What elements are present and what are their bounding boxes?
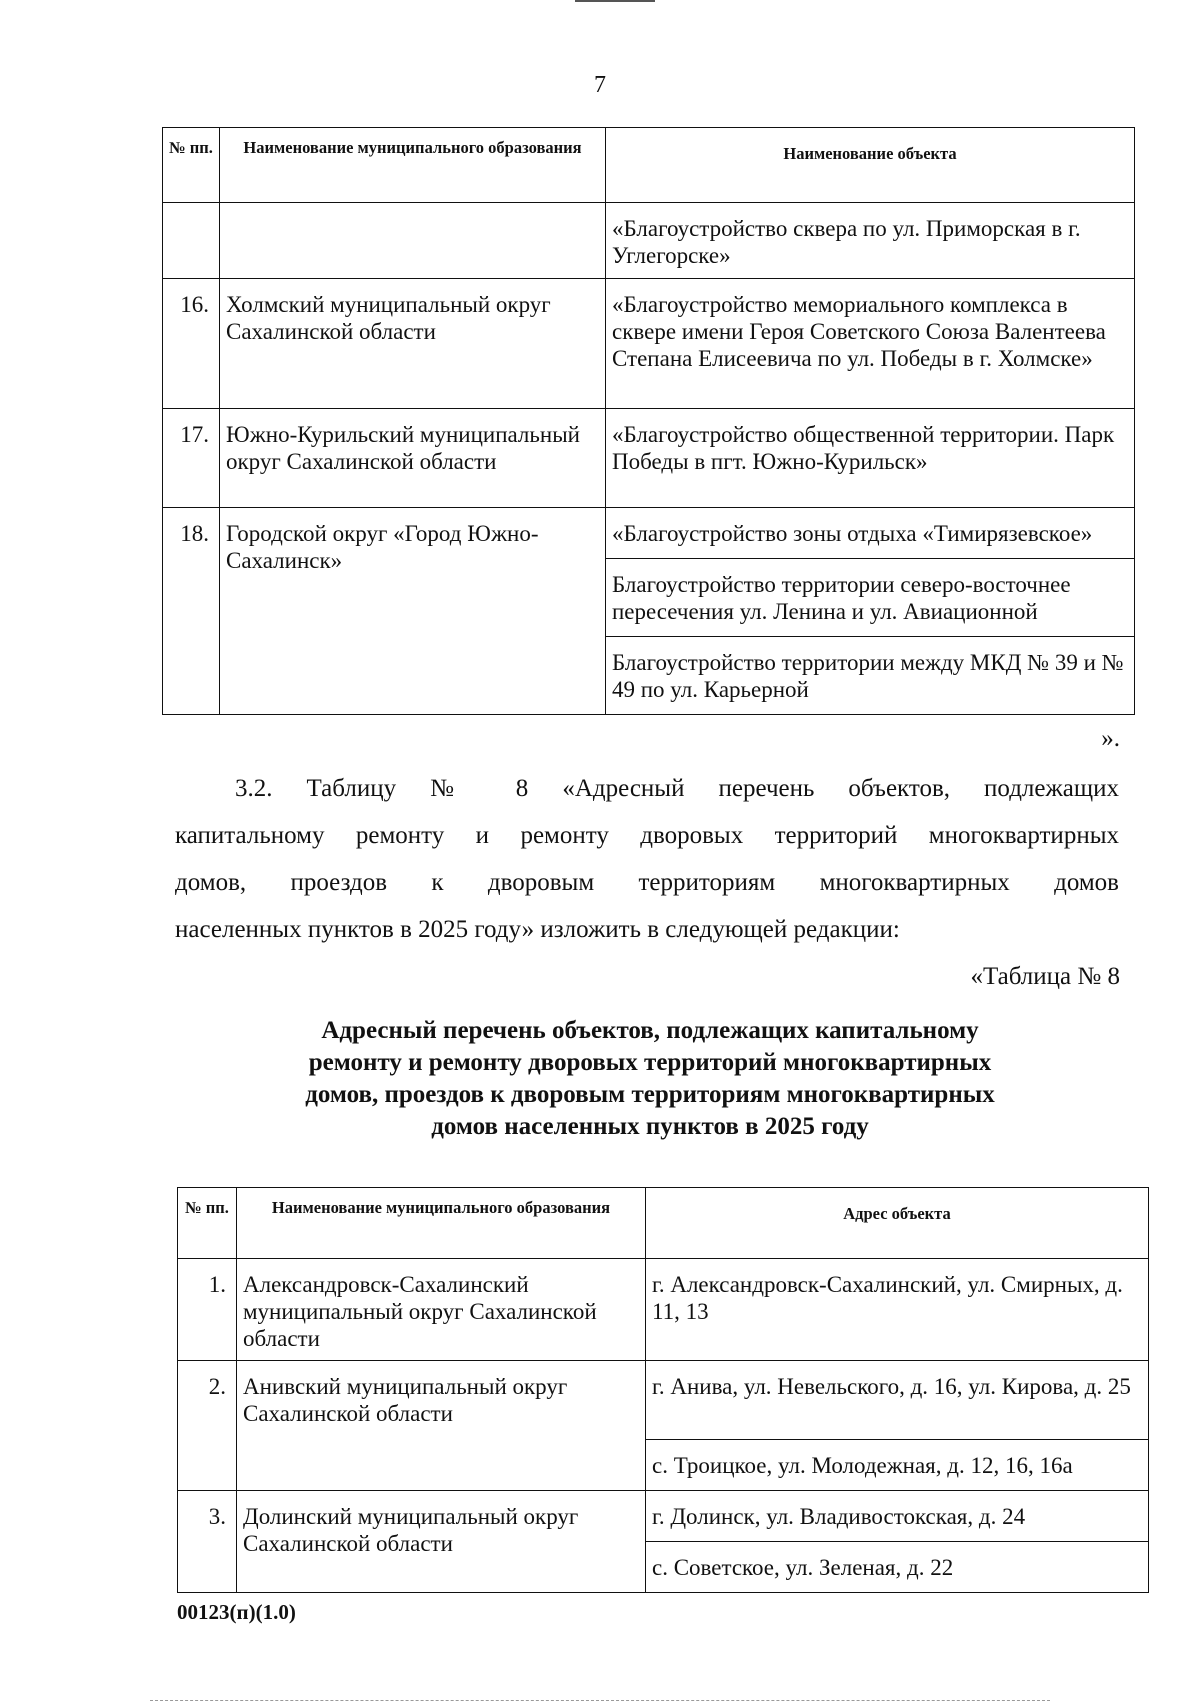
table-row	[163, 508, 1135, 559]
amendment-paragraph	[175, 765, 1119, 953]
table-heading	[200, 1015, 1100, 1143]
objects-table	[162, 127, 1135, 715]
row-municipality: Городской округ «Город Южно-Сахалинск»	[220, 508, 606, 715]
table-row	[178, 1491, 1149, 1542]
row-num: 17.	[163, 409, 220, 508]
row-municipality	[220, 203, 606, 279]
row-address: г. Долинск, ул. Владивостокская, д. 24	[646, 1491, 1149, 1542]
header-address: Адрес объекта	[646, 1188, 1149, 1259]
table-row	[178, 1361, 1149, 1440]
row-address: г. Анива, ул. Невельского, д. 16, ул. Кирова, д. 25	[646, 1361, 1149, 1440]
table-header-row	[178, 1188, 1149, 1259]
header-num: № пп.	[163, 128, 220, 203]
table-header-row	[163, 128, 1135, 203]
row-num: 1.	[178, 1259, 237, 1361]
row-municipality: Холмский муниципальный округ Сахалинской области	[220, 279, 606, 409]
top-edge-mark	[575, 0, 655, 2]
heading-line: домов, проездов к дворовым территориям многоквартирных	[305, 1081, 995, 1108]
row-num: 18.	[163, 508, 220, 715]
row-num: 2.	[178, 1361, 237, 1491]
table-row	[163, 409, 1135, 508]
page-number: 7	[594, 72, 606, 98]
row-object: Благоустройство территории северо-восточнее пересечения ул. Ленина и ул. Авиационной	[606, 559, 1135, 637]
row-address: с. Троицкое, ул. Молодежная, д. 12, 16, 16а	[646, 1440, 1149, 1491]
paragraph-line: населенных пунктов в 2025 году» изложить в следующей редакции:	[175, 916, 900, 943]
row-municipality: Александровск-Сахалинский муниципальный округ Сахалинской области	[237, 1259, 646, 1361]
table-row	[163, 203, 1135, 279]
row-address: г. Александровск-Сахалинский, ул. Смирных, д. 11, 13	[646, 1259, 1149, 1361]
footer-code: 00123(п)(1.0)	[177, 1600, 296, 1624]
heading-line: ремонту и ремонту дворовых территорий многоквартирных	[308, 1049, 992, 1076]
table-label: «Таблица № 8	[970, 963, 1120, 990]
row-object: «Благоустройство мемориального комплекса в сквере имени Героя Советского Союза Валентеева Степана Елисеевича по ул. Победы в г. Холмске»	[606, 279, 1135, 409]
heading-line: домов населенных пунктов в 2025 году	[431, 1113, 869, 1140]
row-object: Благоустройство территории между МКД № 39 и № 49 по ул. Карьерной	[606, 637, 1135, 715]
header-municipality: Наименование муниципального образования	[220, 128, 606, 203]
paragraph-line: домов, проездов к дворовым территориям многоквартирных домов	[175, 869, 1119, 896]
paragraph-line: капитальному ремонту и ремонту дворовых территорий многоквартирных	[175, 822, 1119, 849]
header-municipality: Наименование муниципального образования	[237, 1188, 646, 1259]
address-table	[177, 1187, 1149, 1593]
row-municipality: Анивский муниципальный округ Сахалинской области	[237, 1361, 646, 1491]
header-object: Наименование объекта	[606, 128, 1135, 203]
row-object: «Благоустройство сквера по ул. Приморская в г. Углегорске»	[606, 203, 1135, 279]
header-num: № пп.	[178, 1188, 237, 1259]
paragraph-line: 3.2. Таблицу № 8 «Адресный перечень объектов, подлежащих	[235, 775, 1119, 802]
bottom-edge-line	[150, 1700, 1050, 1701]
heading-line: Адресный перечень объектов, подлежащих капитальному	[321, 1017, 979, 1044]
row-object: «Благоустройство зоны отдыха «Тимирязевское»	[606, 508, 1135, 559]
row-num: 3.	[178, 1491, 237, 1593]
row-object: «Благоустройство общественной территории. Парк Победы в пгт. Южно-Курильск»	[606, 409, 1135, 508]
row-num	[163, 203, 220, 279]
row-municipality: Южно-Курильский муниципальный округ Сахалинской области	[220, 409, 606, 508]
table-row	[163, 279, 1135, 409]
closing-quote: ».	[1101, 725, 1120, 752]
row-num: 16.	[163, 279, 220, 409]
row-municipality: Долинский муниципальный округ Сахалинской области	[237, 1491, 646, 1593]
row-address: с. Советское, ул. Зеленая, д. 22	[646, 1542, 1149, 1593]
table-row	[178, 1259, 1149, 1361]
